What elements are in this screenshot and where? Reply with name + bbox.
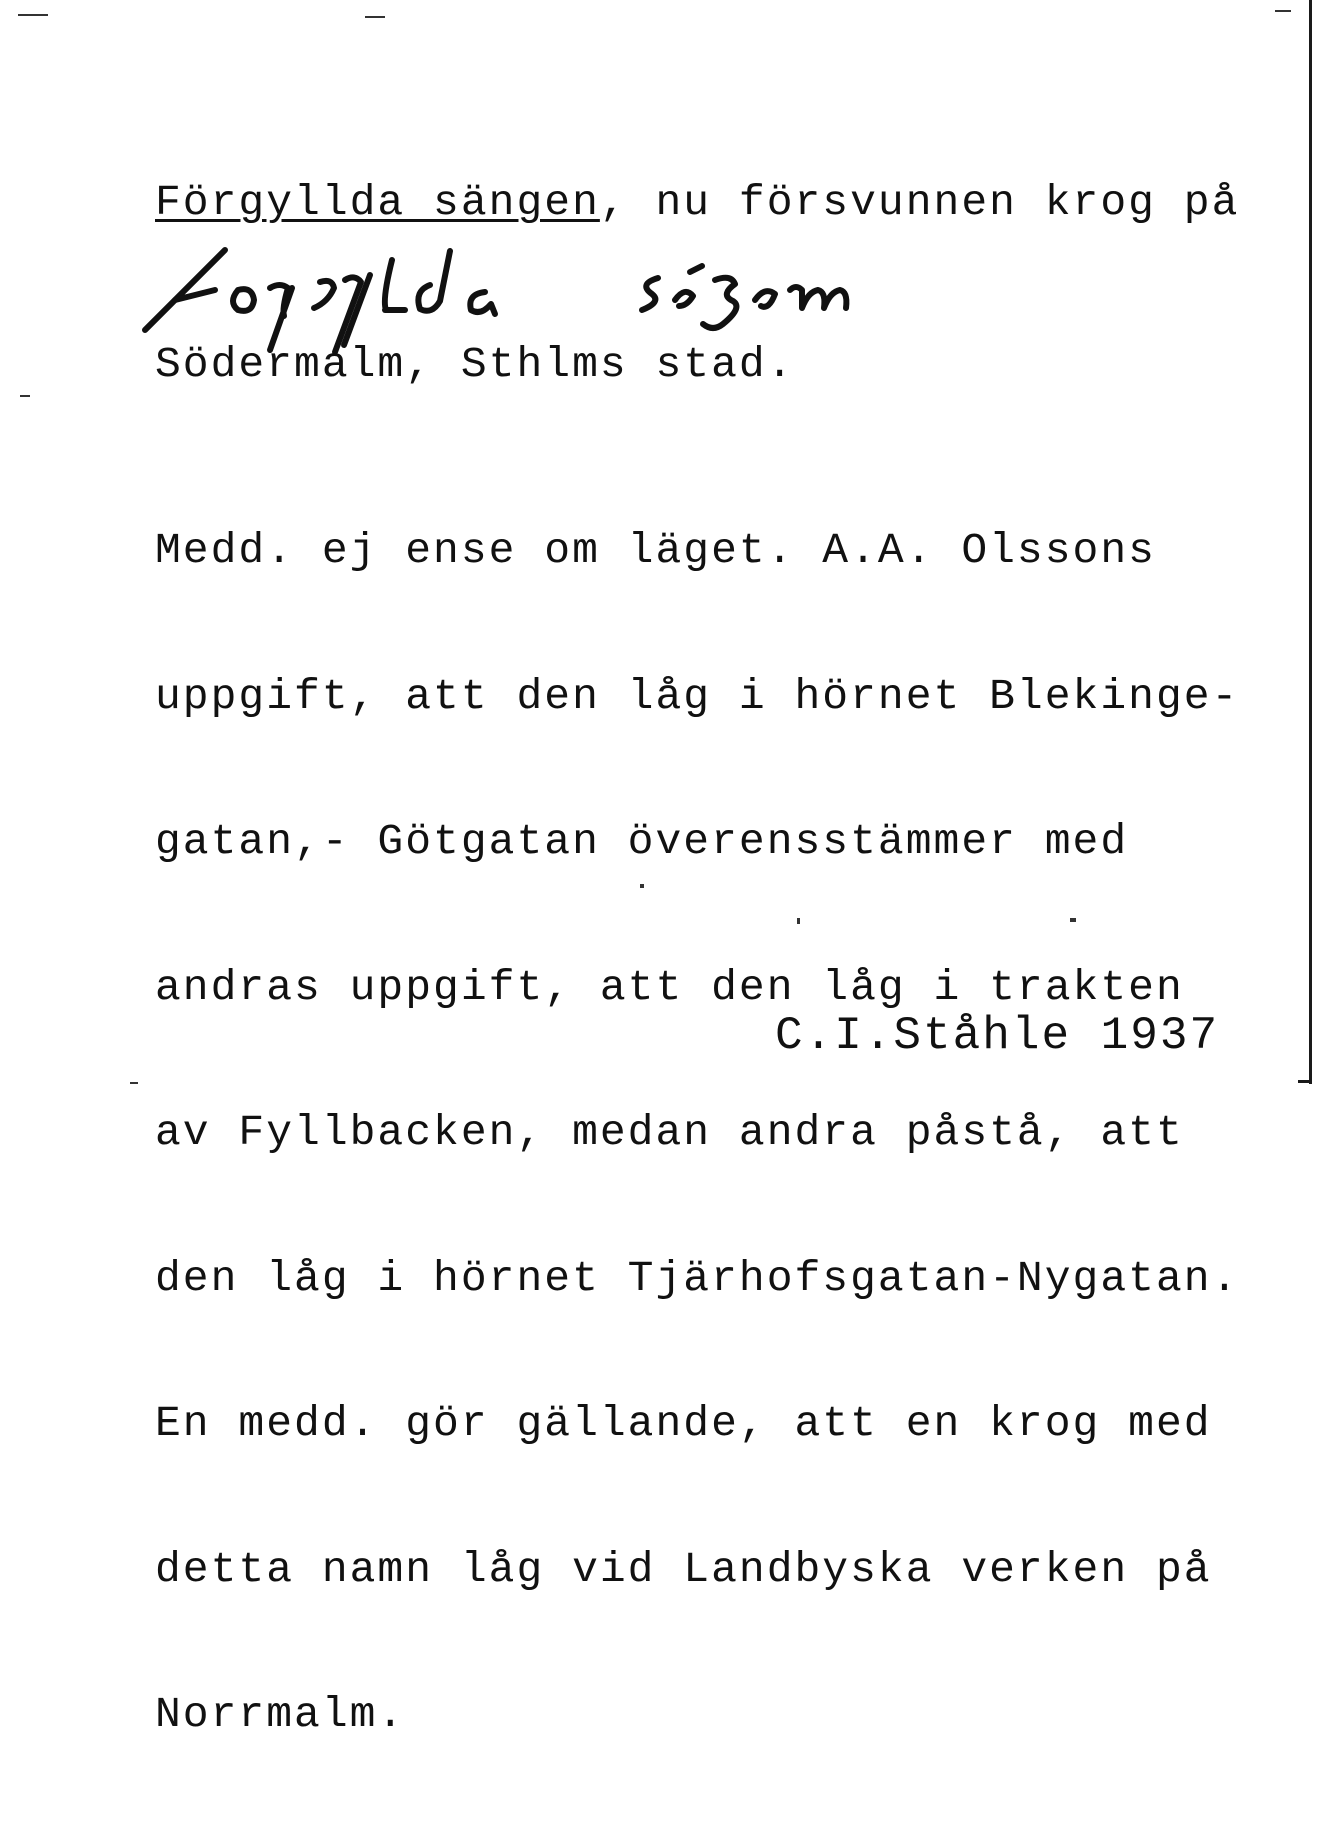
card-edge-corner <box>1298 1080 1312 1083</box>
body-line: detta namn låg vid Landbyska verken på <box>155 1544 1212 1594</box>
scan-speck <box>797 918 800 924</box>
body-line: Norrmalm. <box>155 1690 406 1739</box>
heading-description: , nu försvunnen krog på <box>599 178 1240 227</box>
author-signature: C.I.Ståhle 1937 <box>775 1010 1220 1062</box>
scan-speck <box>1275 10 1291 12</box>
scan-speck <box>365 16 385 18</box>
scan-speck <box>640 884 644 888</box>
handwritten-dialect-transcription <box>130 230 930 360</box>
body-line: andras uppgift, att den låg i trakten <box>155 962 1184 1012</box>
body-line: gatan,- Götgatan överensstämmer med <box>155 817 1129 866</box>
card-body <box>155 430 1239 1837</box>
card-edge-right <box>1309 0 1312 1084</box>
body-line: En medd. gör gällande, att en krog med <box>155 1399 1212 1448</box>
heading-line-1 <box>155 176 1239 230</box>
scan-speck <box>18 14 48 16</box>
place-name-title: Förgyllda sängen <box>155 178 600 227</box>
body-line: den låg i hörnet Tjärhofsgatan-Nygatan. <box>155 1253 1240 1303</box>
body-line: Medd. ej ense om läget. A.A. Olssons <box>155 526 1156 575</box>
scan-speck <box>1070 918 1076 922</box>
scan-speck <box>20 395 30 397</box>
body-line: av Fyllbacken, medan andra påstå, att <box>155 1108 1184 1157</box>
body-line: uppgift, att den låg i hörnet Blekinge- <box>155 671 1240 721</box>
scan-speck <box>130 1082 138 1084</box>
heading-line-2: Södermalm, Sthlms stad. <box>155 340 795 389</box>
